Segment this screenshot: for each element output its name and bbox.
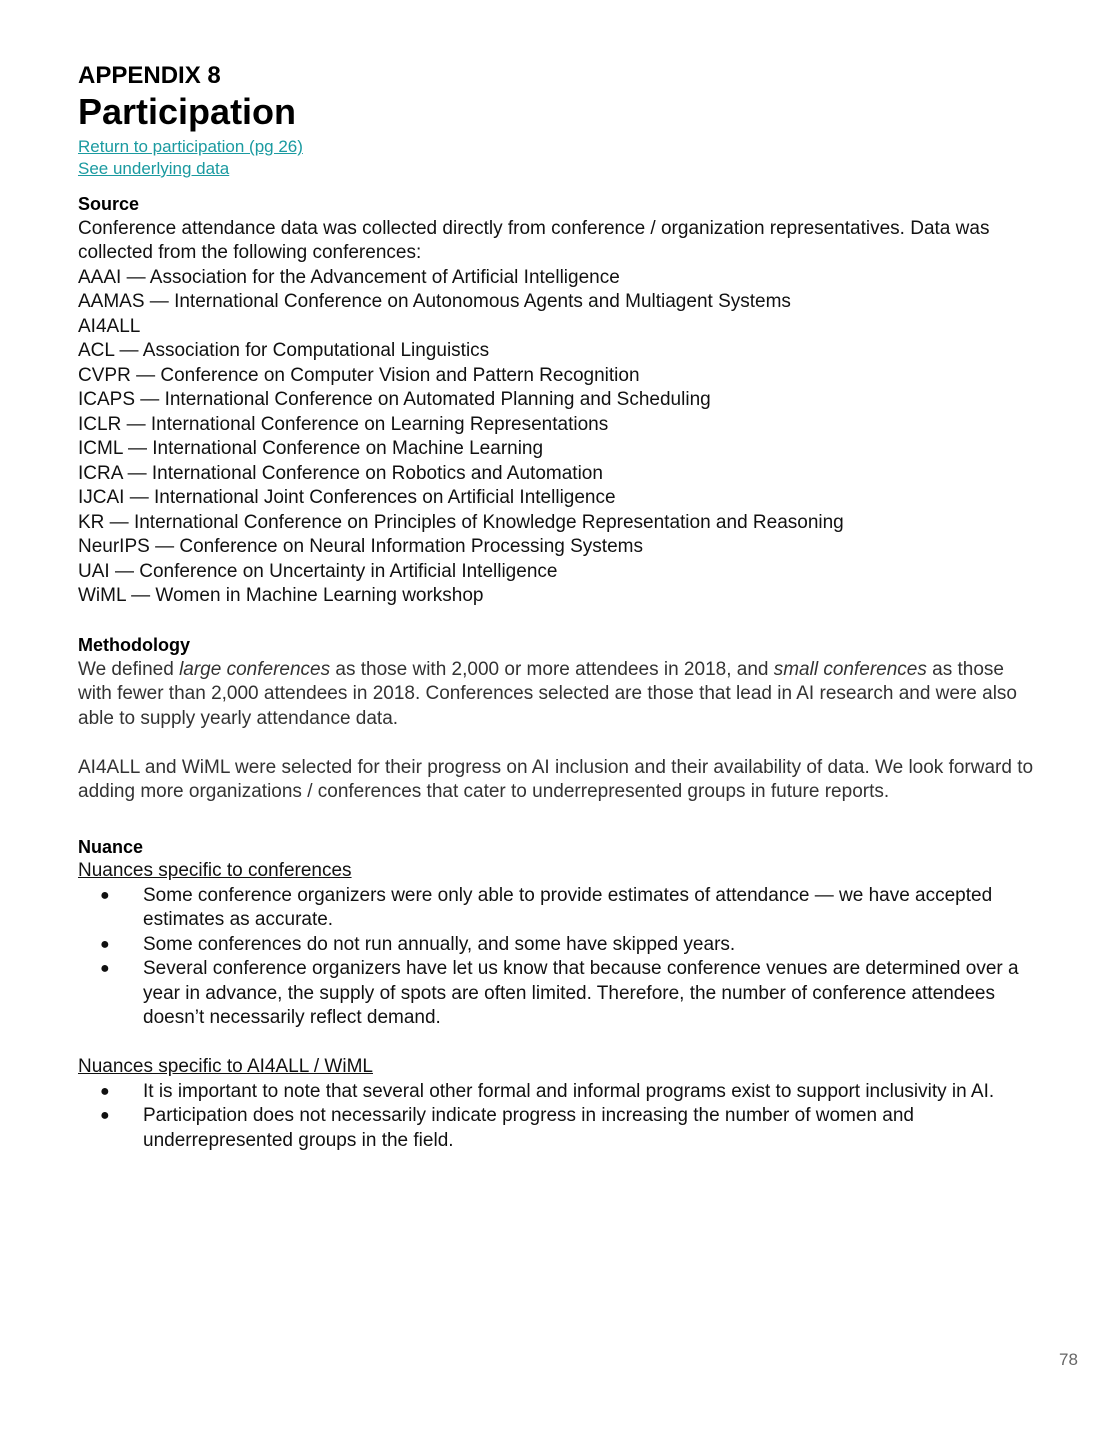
document-page xyxy=(78,60,1038,1153)
list-item-text: Participation does not necessarily indicate progress in increasing the number of women and underrepresented groups in the field. xyxy=(143,1105,914,1151)
nuances-ai4all-subheading: Nuances specific to AI4ALL / WiML xyxy=(78,1056,373,1077)
conference-item: NeurIPS — Conference on Neural Information Processing Systems xyxy=(78,536,643,557)
bullet-icon: ● xyxy=(100,1107,110,1124)
return-to-participation-link[interactable]: Return to participation (pg 26) xyxy=(78,137,303,156)
page-title: Participation xyxy=(78,91,297,132)
source-intro: Conference attendance data was collected directly from conference / organization representatives. Data was collected from the following conferences: xyxy=(78,217,990,263)
emphasis-small-conferences: small conferences xyxy=(773,658,927,680)
conference-item: UAI — Conference on Uncertainty in Artificial Intelligence xyxy=(78,560,558,582)
bullet-icon: ● xyxy=(100,960,110,977)
nuance-heading: Nuance xyxy=(78,836,144,857)
nuances-ai4all-list xyxy=(78,1080,1038,1154)
methodology-paragraph-1 xyxy=(78,658,1038,732)
bullet-icon: ● xyxy=(100,1082,110,1100)
conference-item: ACL — Association for Computational Linguistics xyxy=(78,340,490,361)
bullet-icon: ● xyxy=(100,886,110,904)
list-item-text: It is important to note that several other formal and informal programs exist to support inclusivity in AI. xyxy=(143,1080,995,1102)
source-heading: Source xyxy=(78,194,140,214)
list-item xyxy=(78,933,1038,958)
list-item xyxy=(78,884,1038,933)
emphasis-large-conferences: large conferences xyxy=(179,658,331,680)
conference-item: CVPR — Conference on Computer Vision and Pattern Recognition xyxy=(78,364,640,386)
text-run: as those with fewer than 2,000 attendees in 2018. Conferences selected are those that lead in AI research and were also able to supply yearly attendance data. xyxy=(78,658,1017,729)
methodology-heading: Methodology xyxy=(78,635,190,655)
methodology-paragraph-2: AI4ALL and WiML were selected for their progress on AI inclusion and their availability of data. We look forward to adding more organizations / conferences that cater to underrepresented groups in future reports. xyxy=(78,756,1034,802)
list-item-text: Some conference organizers were only able to provide estimates of attendance — we have accepted estimates as accurate. xyxy=(143,884,993,930)
page-number: 78 xyxy=(1059,1350,1078,1369)
conference-item: ICAPS — International Conference on Automated Planning and Scheduling xyxy=(78,389,711,410)
conference-item: AI4ALL xyxy=(78,315,141,337)
conference-item: ICML — International Conference on Machine Learning xyxy=(78,438,544,459)
conference-item: KR — International Conference on Principles of Knowledge Representation and Reasoning xyxy=(78,511,844,533)
conference-item: WiML — Women in Machine Learning workshop xyxy=(78,585,484,606)
conference-item: AAMAS — International Conference on Autonomous Agents and Multiagent Systems xyxy=(78,291,791,312)
list-item-text: Several conference organizers have let us know that because conference venues are determined over a year in advance, the supply of spots are often limited. Therefore, the number of conference attendees doesn’t necessarily reflect demand. xyxy=(143,958,1019,1028)
list-item xyxy=(78,957,1038,1031)
text-run: We defined xyxy=(78,658,180,680)
text-run: as those with 2,000 or more attendees in 2018, and xyxy=(330,658,774,680)
conference-item: ICRA — International Conference on Robotics and Automation xyxy=(78,462,603,484)
conference-item: IJCAI — International Joint Conferences on Artificial Intelligence xyxy=(78,487,616,508)
nuances-conferences-list xyxy=(78,884,1038,1031)
bullet-icon: ● xyxy=(100,935,110,953)
appendix-label: APPENDIX 8 xyxy=(78,62,221,89)
list-item xyxy=(78,1080,1038,1105)
list-item-text: Some conferences do not run annually, and some have skipped years. xyxy=(143,933,736,955)
conference-list xyxy=(78,266,1038,609)
conference-item: AAAI — Association for the Advancement of Artificial Intelligence xyxy=(78,266,620,288)
list-item xyxy=(78,1104,1038,1153)
nuances-conferences-subheading: Nuances specific to conferences xyxy=(78,860,352,881)
conference-item: ICLR — International Conference on Learning Representations xyxy=(78,413,609,435)
see-underlying-data-link[interactable]: See underlying data xyxy=(78,159,230,178)
